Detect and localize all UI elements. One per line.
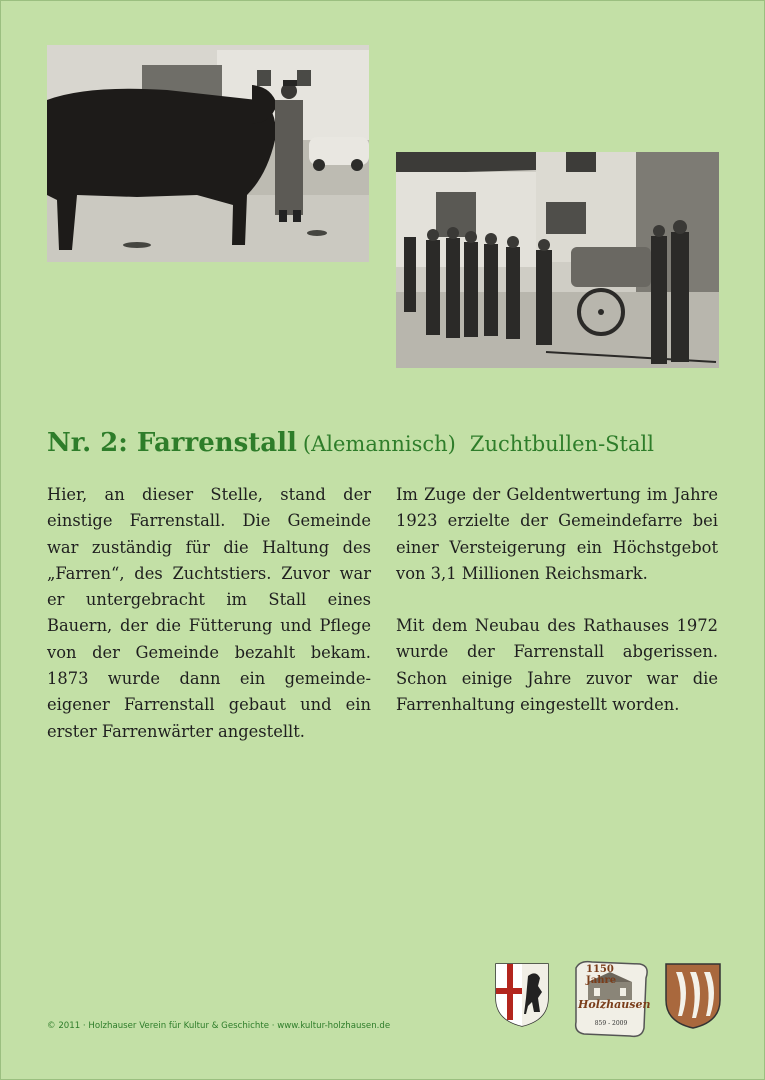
footer-copyright: © 2011 · Holzhauser Verein für Kultur & Geschichte · www.kultur-holzhausen.de [47, 1021, 391, 1031]
anniversary-place: Holzhausen [578, 998, 651, 1011]
heading-title: Nr. 2: Farrenstall [47, 428, 297, 458]
photo-group-with-cart [396, 152, 719, 368]
anniversary-logo [570, 958, 652, 1040]
anniversary-dates: 859 - 2009 [594, 1020, 628, 1027]
photo-bull-with-keeper [47, 45, 369, 262]
heading-meaning: Zuchtbullen-Stall [469, 432, 654, 456]
paragraph: Mit dem Neubau des Rathauses 1972 wurde der Farrenstall abgerissen. Schon einige Jahre zuvor war die Farrenhaltung eingestellt worden. [396, 616, 718, 715]
anniversary-years: 1150 Jahre [586, 964, 617, 986]
coat-of-arms-right-icon [664, 962, 722, 1030]
heading-dialect: (Alemannisch) [302, 432, 456, 456]
paragraph: Im Zuge der Geldentwertung im Jahre 1923 erzielte der Gemeindefarre bei einer Versteigerung ein Höchstgebot von 3,1 Millionen Reichsmark. [396, 485, 718, 583]
section-heading [47, 428, 727, 458]
text-column-left [47, 482, 371, 745]
logo-strip [488, 958, 728, 1042]
text-column-right [396, 482, 718, 718]
paragraph: Hier, an dieser Stelle, stand der einstige Farrenstall. Die Gemeinde war zuständig für die Haltung des „Farren“, des Zuchtstiers. Zuvor war er untergebracht im Stall eines Bauern, der die Fütterung und Pflege von der Gemeinde bezahlt bekam. 1873 wurde dann ein gemeinde-eigener Farrenstall gebaut und ein erster Farrenwärter angestellt. [47, 485, 371, 741]
coat-of-arms-left-icon [494, 962, 550, 1028]
